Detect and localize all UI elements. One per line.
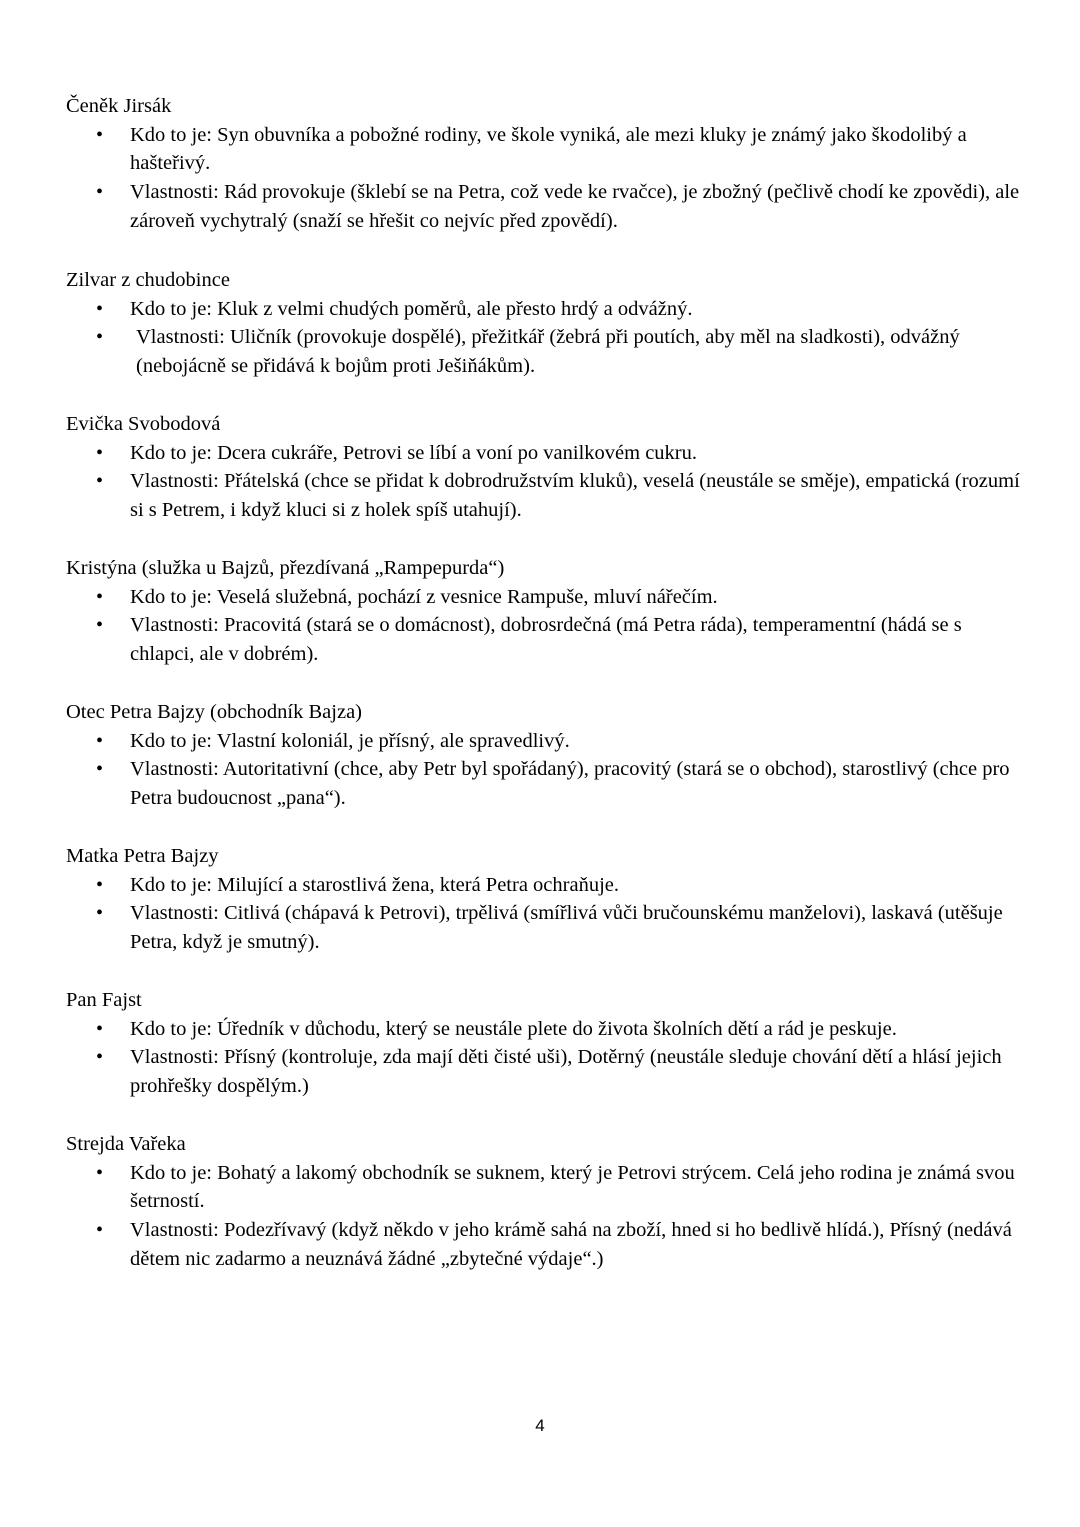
item-text: Kdo to je: Vlastní koloniál, je přísný, ale spravedlivý. (130, 729, 570, 752)
bullet-icon: • (96, 585, 104, 608)
bullet-icon: • (96, 297, 104, 320)
character-section-matka (66, 842, 1026, 957)
list-item (66, 755, 1026, 812)
character-name: Čeněk Jirsák (66, 95, 172, 117)
character-section-otec (66, 698, 1026, 813)
item-text: Kdo to je: Kluk z velmi chudých poměrů, ale přesto hrdý a odvážný. (130, 297, 693, 320)
character-details-list (66, 871, 1026, 957)
bullet-icon: • (96, 873, 104, 896)
list-item (66, 871, 1026, 900)
character-section-vareka (66, 1130, 1026, 1274)
character-name: Kristýna (služka u Bajzů, přezdívaná „Rampepurda“) (66, 557, 505, 579)
character-section-zilvar (66, 266, 1026, 381)
list-item (66, 727, 1026, 756)
item-text: Kdo to je: Bohatý a lakomý obchodník se suknem, který je Petrovi strýcem. Celá jeho rodina je známá svou šetrností. (130, 1161, 1015, 1213)
character-name: Matka Petra Bajzy (66, 845, 219, 867)
item-text: Vlastnosti: Autoritativní (chce, aby Petr byl spořádaný), pracovitý (stará se o obchod), starostlivý (chce pro Petra budoucnost „pana“). (130, 758, 1010, 810)
character-details-list (66, 295, 1026, 381)
list-item (66, 1159, 1026, 1216)
character-name: Pan Fajst (66, 989, 142, 1011)
item-text: Vlastnosti: Citlivá (chápavá k Petrovi), trpělivá (smířlivá vůči bručounskému manželovi), laskavá (utěšuje Petra, když je smutný). (130, 902, 1003, 954)
character-details-list (66, 1015, 1026, 1101)
character-name: Zilvar z chudobince (66, 269, 230, 291)
list-item (66, 121, 1026, 178)
item-text: Kdo to je: Veselá služebná, pochází z vesnice Rampuše, mluví nářečím. (130, 585, 718, 608)
bullet-icon: • (96, 1017, 104, 1040)
character-details-list (66, 439, 1026, 525)
item-text: Kdo to je: Dcera cukráře, Petrovi se líbí a voní po vanilkovém cukru. (130, 441, 698, 464)
list-item (66, 467, 1026, 524)
bullet-icon: • (96, 1219, 104, 1242)
item-text: Vlastnosti: Přátelská (chce se přidat k dobrodružstvím kluků), veselá (neustále se směje), empatická (rozumí si s Petrem, i když kluci si z holek spíš utahují). (130, 470, 1020, 522)
item-text: Vlastnosti: Přísný (kontroluje, zda mají děti čisté uši), Dotěrný (neustále sleduje chování dětí a hlásí jejich prohřešky dospělým.) (130, 1046, 1002, 1098)
character-details-list (66, 727, 1026, 813)
list-item (66, 1015, 1026, 1044)
item-text: Vlastnosti: Rád provokuje (šklebí se na Petra, což vede ke rvačce), je zbožný (pečlivě chodí ke zpovědi), ale zároveň vychytralý (snaží se hřešit co nejvíc před zpovědí). (130, 181, 1020, 232)
bullet-icon: • (96, 123, 104, 146)
list-item (66, 899, 1026, 956)
list-item (66, 583, 1026, 612)
bullet-icon: • (96, 1161, 104, 1184)
bullet-icon: • (96, 729, 104, 752)
bullet-icon: • (96, 441, 104, 464)
character-details-list (66, 583, 1026, 669)
item-text: Vlastnosti: Podezřívavý (když někdo v jeho krámě sahá na zboží, hned si ho bedlivě hlídá.), Přísný (nedává dětem nic zadarmo a neuznává žádné „zbytečné výdaje“.) (130, 1219, 1012, 1270)
character-name: Evička Svobodová (66, 413, 221, 435)
bullet-icon: • (96, 470, 104, 493)
bullet-icon: • (96, 1046, 104, 1069)
list-item (66, 439, 1026, 468)
character-details-list (66, 1159, 1026, 1274)
item-text: Kdo to je: Úředník v důchodu, který se neustále plete do života školních dětí a rád je peskuje. (130, 1017, 897, 1040)
list-item (66, 323, 1026, 380)
character-section-evicka (66, 410, 1026, 525)
item-text: Kdo to je: Syn obuvníka a pobožné rodiny, ve škole vyniká, ale mezi kluky je známý jako škodolibý a hašteřivý. (130, 123, 967, 175)
bullet-icon: • (96, 758, 104, 781)
bullet-icon: • (96, 326, 104, 349)
list-item (66, 611, 1026, 668)
item-text: Kdo to je: Milující a starostlivá žena, která Petra ochraňuje. (130, 873, 619, 896)
item-text: Vlastnosti: Uličník (provokuje dospělé), přežitkář (žebrá při poutích, aby měl na sladkosti), odvážný (nebojácně se přidává k bojům proti Ješiňákům). (136, 326, 960, 378)
character-section-fajst (66, 986, 1026, 1101)
bullet-icon: • (96, 181, 104, 204)
character-name: Strejda Vařeka (66, 1133, 186, 1155)
character-details-list (66, 121, 1026, 236)
character-section-jirsak (66, 92, 1026, 236)
item-text: Vlastnosti: Pracovitá (stará se o domácnost), dobrosrdečná (má Petra ráda), temperamentní (hádá se s chlapci, ale v dobrém). (130, 614, 962, 666)
bullet-icon: • (96, 902, 104, 925)
list-item (66, 1216, 1026, 1273)
character-section-kristyna (66, 554, 1026, 669)
bullet-icon: • (96, 614, 104, 637)
list-item (66, 295, 1026, 324)
list-item (66, 178, 1026, 235)
page-number: 4 (535, 1416, 545, 1435)
character-name: Otec Petra Bajzy (obchodník Bajza) (66, 701, 362, 723)
list-item (66, 1043, 1026, 1100)
